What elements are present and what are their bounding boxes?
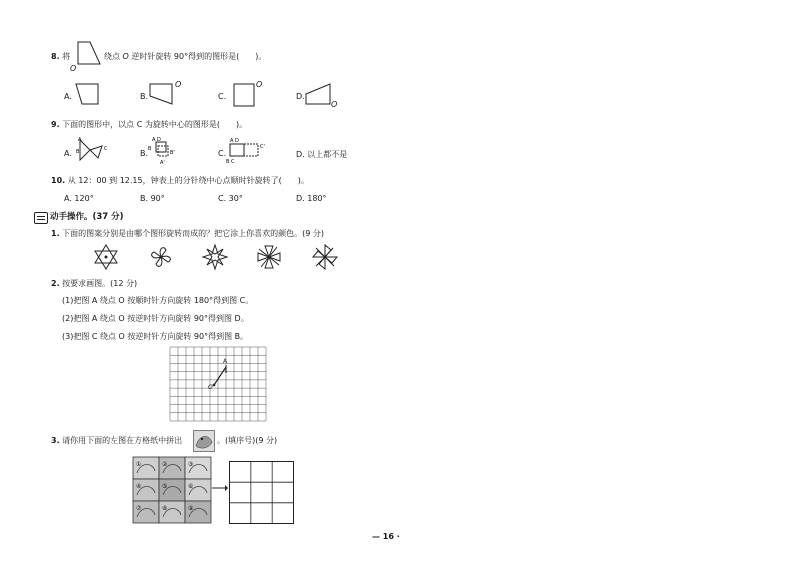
q10-text: 从 12：00 到 12.15，钟表上的分针绕中心点顺时针旋转了( )。 [67, 176, 309, 185]
q10-option-b: B. 90° [140, 194, 165, 203]
q8-line-rest [104, 52, 266, 62]
q8-line [51, 52, 70, 62]
q10-option-c: C. 30° [218, 194, 243, 203]
p2-label-a: A [223, 358, 228, 365]
p2-text: 按要求画图。(12 分) [62, 279, 138, 288]
answer-grid-border [230, 462, 294, 524]
svg-text:B: B [76, 149, 80, 155]
q8-option-c-o: O [256, 80, 263, 89]
right-arrow-icon [211, 484, 229, 492]
p2-label-o: O [208, 384, 213, 391]
p3-number: 3. [51, 436, 60, 445]
section-title: 动手操作。(37 分) [50, 212, 124, 222]
q8-option-c-figure [228, 82, 258, 110]
p3-target-thumbnail [193, 430, 215, 452]
p1-flower-pattern [256, 244, 282, 270]
p1-pinwheel-pattern [148, 244, 174, 270]
svg-text:A D: A D [230, 138, 239, 144]
svg-text:B C: B C [226, 159, 235, 165]
q8-option-a-figure [74, 82, 104, 108]
p1-number: 1. [51, 229, 60, 238]
p2-item-3: (3)把图 C 绕点 O 按逆时针方向旋转 90°得到图 B。 [62, 332, 249, 341]
p3-answer-grid [229, 461, 295, 525]
q8-option-d-figure [304, 82, 334, 108]
q9-option-b-figure [148, 136, 184, 168]
puzzle-piece-number: ④ [136, 483, 142, 490]
q8-option-d-o: O [331, 100, 338, 109]
q8-option-a: A. [64, 92, 72, 101]
puzzle-piece-number: ⑧ [162, 505, 168, 512]
puzzle-piece-number: ① [136, 461, 142, 468]
q9-number: 9. [51, 120, 60, 129]
q10-line [51, 176, 309, 186]
p3-pre: 请你用下面的左图在方格纸中拼出 [62, 436, 183, 445]
svg-text:C': C' [260, 144, 265, 150]
q8-o: O [122, 52, 129, 61]
q9-option-a: A. [64, 149, 72, 158]
q8-pre: 将 [62, 52, 71, 61]
puzzle-piece-number: ⑦ [136, 505, 142, 512]
puzzle-piece-number: ② [162, 461, 168, 468]
q9-option-a-figure [76, 136, 112, 168]
svg-text:A': A' [160, 160, 165, 166]
p2-number: 2. [51, 279, 60, 288]
puzzle-piece-number: ⑤ [162, 483, 168, 490]
p2-item-1: (1)把图 A 绕点 O 按顺时针方向旋转 180°得到图 C。 [62, 296, 254, 305]
q8-number: 8. [51, 52, 60, 61]
svg-text:A: A [78, 137, 82, 143]
svg-text:B': B' [170, 150, 175, 156]
q8-figure-o-label: O [70, 64, 77, 73]
p2-item-2: (2)把图 A 绕点 O 按逆时针方向旋转 90°得到图 D。 [62, 314, 249, 323]
puzzle-piece-number: ⑨ [188, 505, 194, 512]
p2-figure-a [170, 347, 266, 421]
puzzle-piece-number: ⑥ [188, 483, 194, 490]
q9-option-c: C. [218, 149, 227, 158]
q9-text: 下面的图形中，以点 C 为旋转中心的图形是( )。 [62, 120, 248, 129]
p3-line [51, 436, 182, 446]
svg-text:C: C [104, 146, 108, 152]
p1-four-point-star-pattern [202, 244, 228, 270]
q9-option-d: D. 以上都不是 [296, 150, 348, 159]
q8-option-b-o: O [175, 80, 182, 89]
q10-option-d: D. 180° [296, 194, 327, 203]
p2-line [51, 279, 137, 289]
p1-star-of-david-pattern [93, 244, 119, 270]
page-number: — 16 · [372, 532, 400, 541]
q10-number: 10. [51, 176, 66, 185]
section-list-icon [34, 212, 48, 224]
svg-text:B: B [148, 146, 152, 152]
p3-puzzle-pieces [133, 457, 211, 523]
q8-option-b-figure [148, 82, 178, 108]
q8-option-d: D. [296, 92, 305, 101]
p1-line [51, 229, 324, 239]
svg-text:A D: A D [152, 137, 161, 143]
q8-option-b: B. [140, 92, 149, 101]
puzzle-piece-number: ③ [188, 461, 194, 468]
q8-trapezoid-figure [74, 40, 104, 72]
q10-option-a: A. 120° [64, 194, 94, 203]
q9-option-c-figure [226, 136, 270, 168]
q9-option-b: B. [140, 149, 149, 158]
p1-text: 下面的图案分别是由哪个图形旋转而成的？把它涂上你喜欢的颜色。(9 分) [62, 229, 325, 238]
q8-option-c: C. [218, 92, 227, 101]
p3-post: 。(填序号)(9 分) [217, 436, 278, 445]
q8-post: 绕点 [104, 52, 120, 61]
q8-rest: 逆时针旋转 90°得到的图形是( )。 [131, 52, 267, 61]
q9-line [51, 120, 247, 130]
p1-windmill-pattern [312, 244, 338, 270]
